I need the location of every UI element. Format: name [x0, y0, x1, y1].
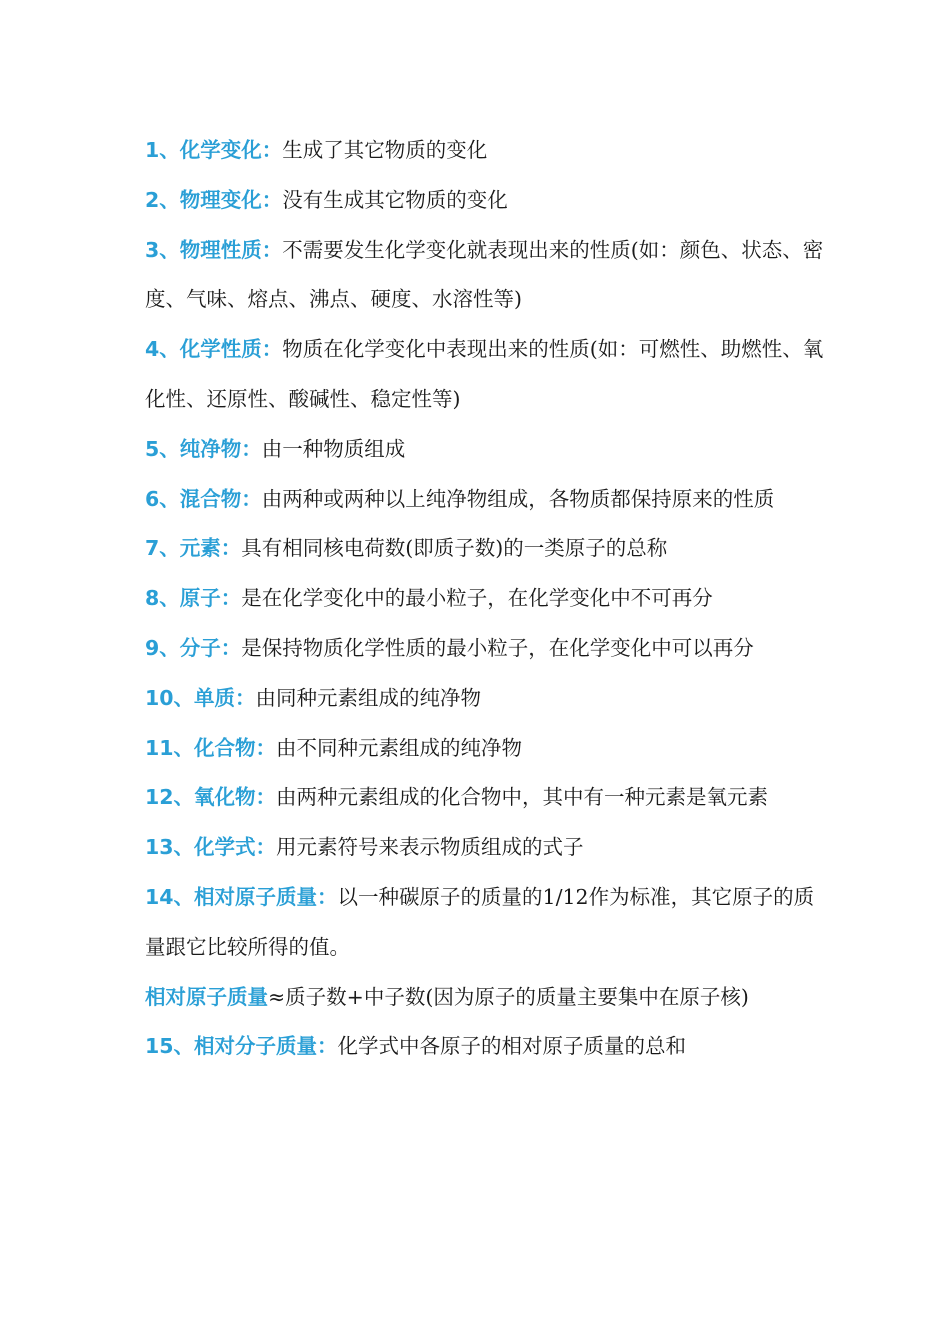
- entry-10: [145, 674, 825, 724]
- definition: ≈质子数+中子数(因为原子的质量主要集中在原子核): [268, 984, 749, 1009]
- term: 13、化学式：: [145, 835, 277, 860]
- entry-7: [145, 524, 825, 574]
- definition: 以一种碳原子的质量的1/12作为标准，其它原子的质量跟它比较所得的值。: [145, 884, 815, 959]
- entry-12: [145, 773, 825, 823]
- term: 10、单质：: [145, 685, 256, 710]
- entry-9: [145, 624, 825, 674]
- term: 15、相对分子质量：: [145, 1034, 338, 1059]
- entry-15: [145, 1022, 825, 1072]
- entry-8: [145, 574, 825, 624]
- entry-6: [145, 475, 825, 525]
- term: 4、化学性质：: [145, 337, 283, 362]
- term: 相对原子质量: [145, 984, 268, 1009]
- definition: 生成了其它物质的变化: [282, 138, 488, 162]
- entry-14: [145, 873, 825, 973]
- term: 5、纯净物：: [145, 436, 262, 461]
- definition: 用元素符号来表示物质组成的式子: [276, 835, 584, 860]
- definition: 没有生成其它物质的变化: [282, 187, 508, 212]
- definition: 是保持物质化学性质的最小粒子，在化学变化中可以再分: [241, 635, 754, 660]
- term: 7、元素：: [145, 536, 242, 561]
- term: 8、原子：: [145, 586, 242, 611]
- definition: 由不同种元素组成的纯净物: [276, 735, 523, 760]
- term: 3、物理性质：: [145, 237, 283, 262]
- definition: 由两种或两种以上纯净物组成，各物质都保持原来的性质: [261, 486, 775, 511]
- entry-4: [145, 325, 825, 425]
- entry-14-note: [145, 973, 825, 1023]
- term: 12、氧化物：: [145, 785, 277, 810]
- term: 1、化学变化：: [145, 138, 283, 162]
- definition: 物质在化学变化中表现出来的性质(如：可燃性、助燃性、氧化性、还原性、酸碱性、稳定性等): [145, 337, 824, 411]
- entry-1: [145, 126, 825, 176]
- term: 6、混合物：: [145, 486, 262, 511]
- entry-3: [145, 226, 825, 326]
- definition: 化学式中各原子的相对原子质量的总和: [337, 1034, 687, 1059]
- entry-13: [145, 823, 825, 873]
- definition: 不需要发生化学变化就表现出来的性质(如：颜色、状态、密度、气味、熔点、沸点、硬度、水溶性等): [145, 237, 824, 312]
- term: 14、相对原子质量：: [145, 884, 338, 909]
- entry-5: [145, 425, 825, 475]
- term: 2、物理变化：: [145, 187, 283, 212]
- definition: 具有相同核电荷数(即质子数)的一类原子的总称: [241, 536, 668, 561]
- definition: 由两种元素组成的化合物中，其中有一种元素是氧元素: [276, 785, 769, 810]
- definition: 是在化学变化中的最小粒子，在化学变化中不可再分: [241, 586, 713, 611]
- document-body: [145, 126, 825, 1072]
- entry-2: [145, 176, 825, 226]
- entry-11: [145, 724, 825, 774]
- term: 9、分子：: [145, 635, 242, 660]
- definition: 由同种元素组成的纯净物: [255, 685, 482, 710]
- term: 11、化合物：: [145, 735, 277, 760]
- definition: 由一种物质组成: [261, 436, 406, 461]
